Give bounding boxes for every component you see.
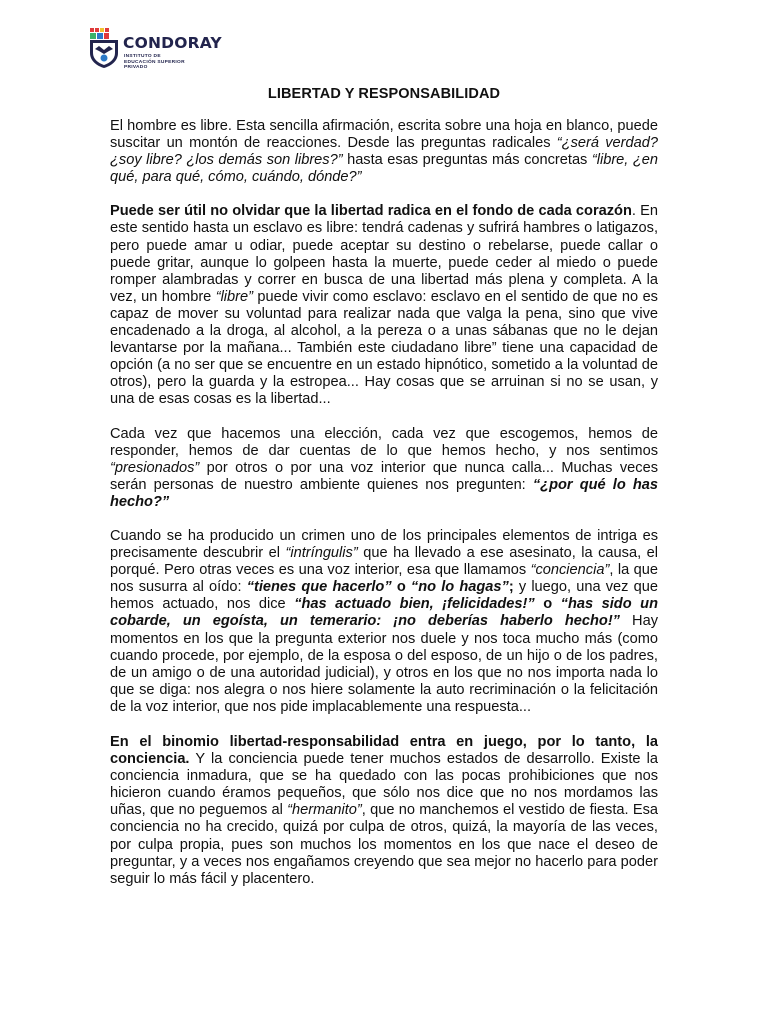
bold-run: o [534,596,561,613]
paragraph-5 [110,734,658,888]
logo-name: CONDORAY [123,34,222,52]
paragraph-1 [110,118,658,186]
document-title: LIBERTAD Y RESPONSABILIDAD [267,86,501,102]
text-run: El hombre es libre. Esta sencilla afirmación, escrita sobre una hoja en blanco, puede suscitar un montón de reacciones. Desde las preguntas radicales [110,118,658,152]
italic-quote: “¿será verdad? ¿soy libre? ¿los demás son libres?” [110,135,658,169]
italic-quote: “hermanito” [287,802,362,819]
text-run: Y la conciencia puede tener muchos estados de desarrollo. Existe la conciencia inmadura, que se ha quedado con las pocas prohibiciones que nos hicieron cuando éramos pequeños, que sólo nos dice que no nos mordamos las uñas, que no peguemos al [110,751,658,819]
logo-subtitle: INSTITUTO DE EDUCACIÓN SUPERIOR PRIVADO [124,54,185,70]
text-run: Cada vez que hacemos una elección, cada vez que escogemos, hemos de responder, hemos de dar cuentas de lo que hemos hecho, y nos sentimos [110,425,658,459]
text-run: , que no manchemos el vestido de fiesta. Esa conciencia no ha crecido, quizá por culpa de otros, quizá, la mayoría de las veces, por culpa propia, pues son muchos los momentos en los que nace el deseo de preguntar, y a veces nos engañamos creyendo que sea mejor no hacerlo para poder seguir lo más fácil y placentero. [110,802,658,887]
bold-italic-quote: “has actuado bien, ¡felicidades!” [294,596,535,613]
condor-shield-icon [87,27,123,69]
paragraph-3 [110,426,658,511]
bold-italic-quote: “no lo hagas” [410,579,509,596]
bold-italic-quote: “¿por qué lo has hecho?” [110,476,658,510]
text-run: puede vivir como esclavo: esclavo en el sentido de que no es capaz de mover su voluntad para realizar nada que valga la pena, sino que vive encadenado a la droga, al alcohol, a la pereza o a unas sábanas que no le dejan levantarse por la mañana... También este ciudadano libre” tiene una capacidad de opción (a no ser que se encuentre en un estado hipnótico, sometido a la voluntad de otros), pero la guarda y la estropea... Hay cosas que se arruinan si no se usan, y una de esas cosas es la libertad... [110,288,658,408]
text-run: Hay momentos en los que la pregunta exterior nos duele y nos toca mucho más (como cuando procede, por ejemplo, de la esposa o del esposo, de un hijo o de los padres, de un amigo o de una autoridad judicial), y otros en los que no nos importa nada lo que se diga: nos alegra o nos hiere solamente la auto recriminación o la felicitación de la voz interior, que nos pide implacablemente una respuesta... [110,613,658,715]
text-run: . En este sentido hasta un esclavo es libre: tendrá cadenas y sufrirá hambres o latigazos, pero puede amar u odiar, puede aceptar su destino o rebelarse, puede callar o puede gritar, aunque lo golpeen hasta la muerte, puede ceder al miedo o puede romper alambradas y correr en busca de una libertad más plena y completa. A la vez, un hombre [110,203,658,305]
text-run: hasta esas preguntas más concretas [342,152,592,169]
italic-quote: “conciencia” [530,562,610,579]
bold-lead: Puede ser útil no olvidar que la libertad radica en el fondo de cada corazón [110,203,632,220]
bold-run: ; [508,579,514,596]
bold-italic-quote: “tienes que hacerlo” [246,579,392,596]
text-run: que ha llevado a ese asesinato, la causa, el porqué. Pero otras veces es una voz interior, esa que llamamos [110,545,658,579]
bold-run: o [391,579,411,596]
italic-quote: “intríngulis” [285,545,358,562]
paragraph-4 [110,528,658,716]
italic-quote: “presionados” [110,459,200,476]
text-run: Cuando se ha producido un crimen uno de los principales elementos de intriga es precisamente descubrir el [110,527,658,562]
bold-italic-quote: “has sido un cobarde, un egoísta, un temerario: ¡no deberías haberlo hecho!” [110,596,658,630]
italic-quote: “libre” [215,288,253,305]
paragraph-2 [110,203,658,408]
text-run: por otros o por una voz interior que nunca calla... Muchas veces serán personas de nuestro ambiente quienes nos pregunten: [110,459,658,493]
institute-logo [87,27,237,71]
text-run: , la que nos susurra al oído: [110,562,658,596]
text-run: y luego, una vez que hemos actuado, nos dice [110,579,658,613]
document-body [110,118,658,905]
bold-lead: En el binomio libertad-responsabilidad entra en juego, por lo tanto, la conciencia. [110,734,658,768]
italic-quote: “libre, ¿en qué, para qué, cómo, cuándo, dónde?” [110,152,658,186]
